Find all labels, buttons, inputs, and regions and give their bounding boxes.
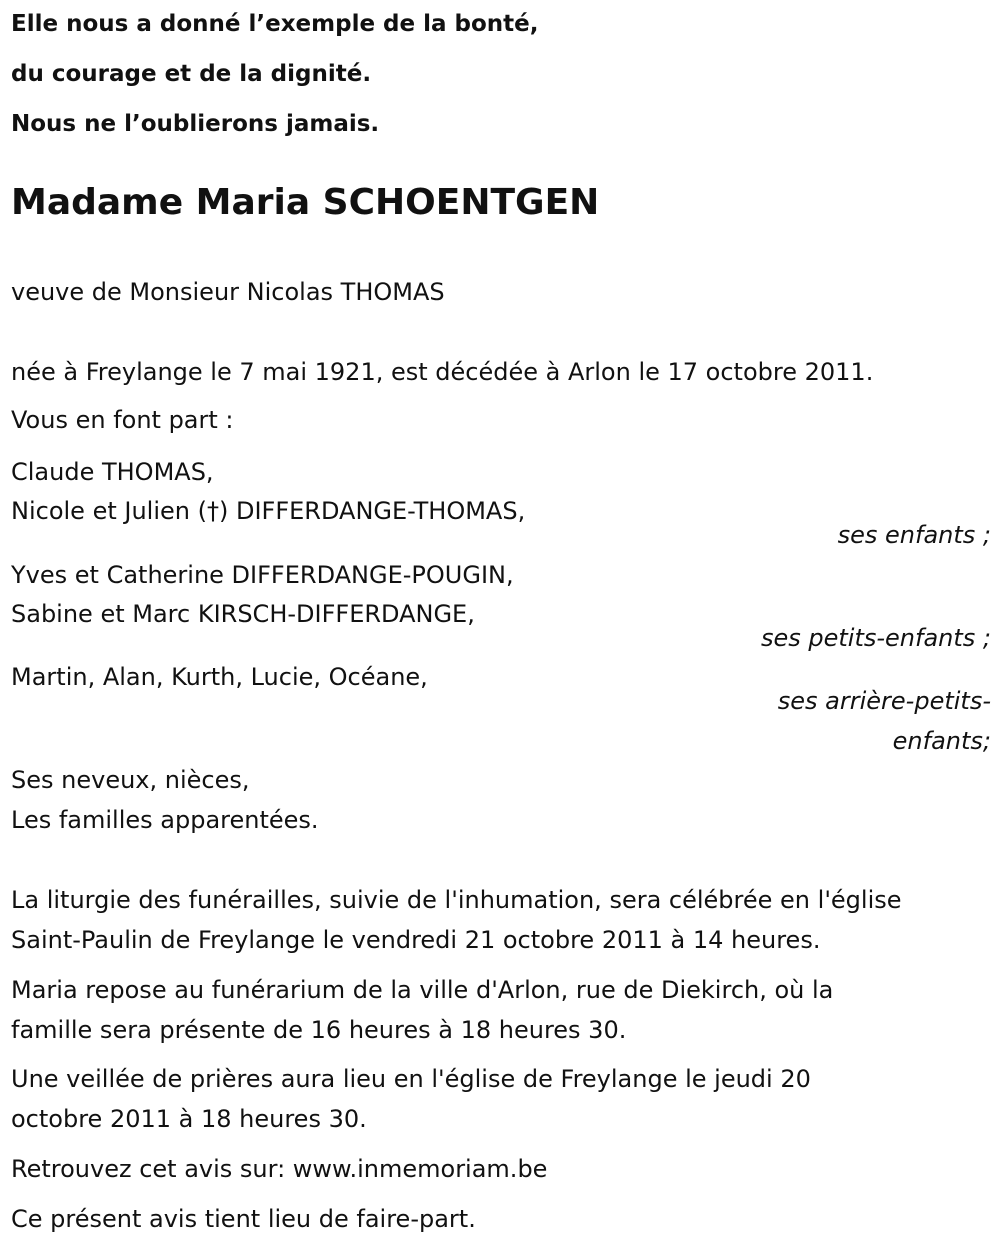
others-line-1: Ses neveux, nièces, <box>11 766 250 794</box>
child-2-post: ) DIFFERDANGE-THOMAS, <box>218 497 526 525</box>
announce-line: Vous en font part : <box>11 406 234 434</box>
child-1: Claude THOMAS, <box>11 458 214 486</box>
repose-line-2: famille sera présente de 16 heures à 18 heures 30. <box>11 1016 627 1044</box>
others-line-2: Les familles apparentées. <box>11 806 319 834</box>
epigraph-line-3: Nous ne l’oublierons jamais. <box>11 111 380 137</box>
funeral-line-2: Saint-Paulin de Freylange le vendredi 21 octobre 2011 à 14 heures. <box>11 926 821 954</box>
child-2 <box>11 497 525 525</box>
birth-death-line: née à Freylange le 7 mai 1921, est décédée à Arlon le 17 octobre 2011. <box>11 358 874 386</box>
grandchild-2: Sabine et Marc KIRSCH-DIFFERDANGE, <box>11 600 475 628</box>
epigraph-line-1: Elle nous a donné l’exemple de la bonté, <box>11 11 539 37</box>
vigil-line-1: Une veillée de prières aura lieu en l'église de Freylange le jeudi 20 <box>11 1065 811 1093</box>
closing-line: Ce présent avis tient lieu de faire-part. <box>11 1205 476 1233</box>
cross-icon: † <box>206 497 219 525</box>
relation-great-grandchildren-2: enfants; <box>892 727 991 755</box>
relation-children: ses enfants ; <box>837 521 991 549</box>
epigraph-line-2: du courage et de la dignité. <box>11 61 372 87</box>
funeral-line-1: La liturgie des funérailles, suivie de l'inhumation, sera célébrée en l'église <box>11 886 902 914</box>
vigil-line-2: octobre 2011 à 18 heures 30. <box>11 1105 367 1133</box>
repose-line-1: Maria repose au funérarium de la ville d'Arlon, rue de Diekirch, où la <box>11 976 834 1004</box>
spouse-line: veuve de Monsieur Nicolas THOMAS <box>11 278 445 306</box>
great-grandchildren: Martin, Alan, Kurth, Lucie, Océane, <box>11 663 428 691</box>
relation-grandchildren: ses petits-enfants ; <box>760 624 991 652</box>
website-line: Retrouvez cet avis sur: www.inmemoriam.be <box>11 1155 548 1183</box>
grandchild-1: Yves et Catherine DIFFERDANGE-POUGIN, <box>11 561 514 589</box>
deceased-name: Madame Maria SCHOENTGEN <box>11 182 600 223</box>
relation-great-grandchildren-1: ses arrière-petits- <box>777 687 991 715</box>
child-2-pre: Nicole et Julien ( <box>11 497 207 525</box>
